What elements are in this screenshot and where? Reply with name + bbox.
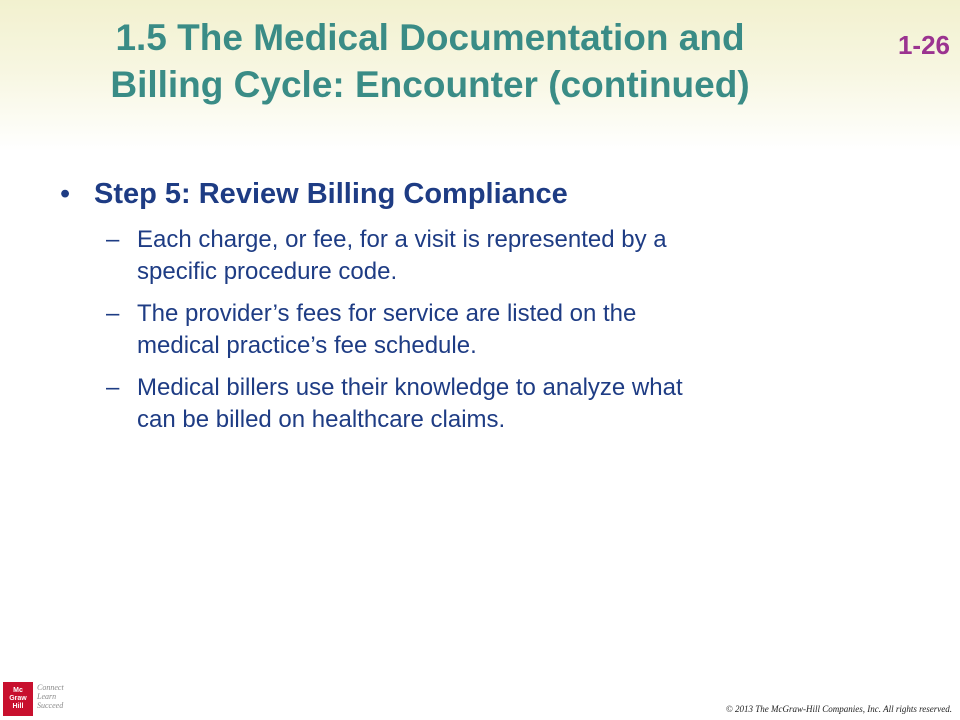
slide-title-line-2: Billing Cycle: Encounter (continued) bbox=[110, 64, 750, 105]
bullet-item bbox=[60, 172, 900, 216]
dash-icon: – bbox=[106, 374, 120, 401]
footer-tagline bbox=[37, 683, 64, 710]
logo-line: Graw bbox=[9, 695, 27, 702]
tagline-line: Succeed bbox=[37, 701, 64, 710]
dash-icon: – bbox=[106, 300, 120, 327]
sub-bullet-list bbox=[60, 224, 900, 436]
sub-bullet-line: can be billed on healthcare claims. bbox=[137, 406, 506, 433]
sub-bullet-line: The provider’s fees for service are listed on the bbox=[137, 300, 637, 327]
tagline-line: Learn bbox=[37, 692, 57, 701]
sub-bullet-line: Medical billers use their knowledge to analyze what bbox=[137, 374, 683, 401]
copyright-notice: © 2013 The McGraw-Hill Companies, Inc. All rights reserved. bbox=[725, 704, 952, 714]
bullet-text: Step 5: Review Billing Compliance bbox=[94, 178, 568, 210]
sub-bullet-item bbox=[60, 224, 900, 288]
logo-line: Mc bbox=[13, 687, 23, 694]
sub-bullet-line: Each charge, or fee, for a visit is represented by a bbox=[137, 226, 667, 253]
mcgraw-hill-logo-icon bbox=[3, 682, 33, 716]
slide-title bbox=[30, 14, 830, 108]
slide-title-line-1: 1.5 The Medical Documentation and bbox=[115, 17, 745, 58]
dash-icon: – bbox=[106, 226, 120, 253]
logo-line: Hill bbox=[12, 703, 24, 710]
bullet-dot-icon: • bbox=[60, 178, 71, 210]
sub-bullet-line: medical practice’s fee schedule. bbox=[137, 332, 477, 359]
sub-bullet-item bbox=[60, 298, 900, 362]
sub-bullet-line: specific procedure code. bbox=[137, 258, 398, 285]
slide-content bbox=[60, 172, 900, 436]
sub-bullet-item bbox=[60, 372, 900, 436]
tagline-line: Connect bbox=[37, 683, 64, 692]
page-number: 1-26 bbox=[897, 30, 950, 60]
